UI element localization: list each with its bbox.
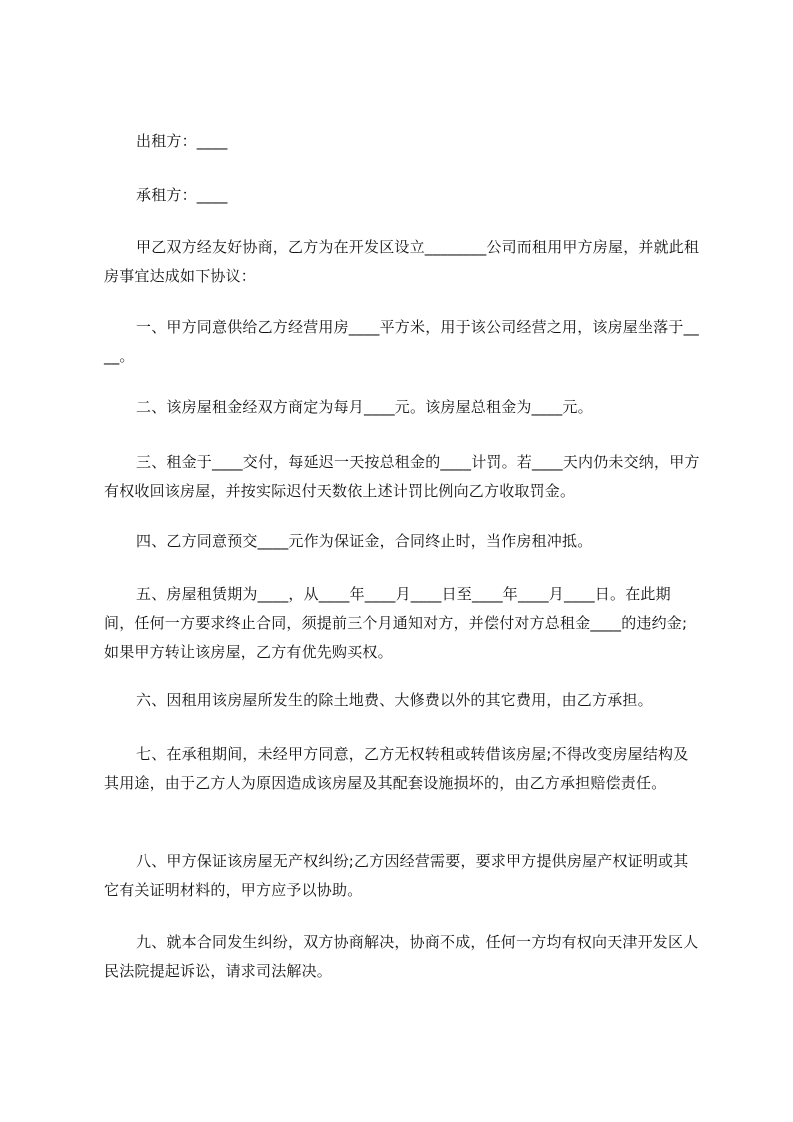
clause-9: 九、就本合同发生纠纷，双方协商解决，协商不成，任何一方均有权向天津开发区人民法院提起诉讼，请求司法解决。 xyxy=(104,933,699,980)
lessor-line: 出租方：____ xyxy=(136,132,228,150)
clause-3: 三、租金于____交付，每延迟一天按总租金的____计罚。若____天内仍未交纳，甲方有权收回该房屋，并按实际迟付天数依上述计罚比例向乙方收取罚金。 xyxy=(104,453,700,500)
clause-8: 八、甲方保证该房屋无产权纠纷;乙方因经营需要，要求甲方提供房屋产权证明或其它有关证明材料的，甲方应予以协助。 xyxy=(104,852,689,899)
clause-1: 一、甲方同意供给乙方经营用房____平方米，用于该公司经营之用，该房屋坐落于____。 xyxy=(104,318,700,365)
lessee-line: 承租方：____ xyxy=(136,186,228,204)
clause-4: 四、乙方同意预交____元作为保证金，合同终止时，当作房租冲抵。 xyxy=(136,532,593,550)
intro-paragraph: 甲乙双方经友好协商，乙方为在开发区设立________公司而租用甲方房屋，并就此租房事宜达成如下协议： xyxy=(104,238,700,285)
clause-6: 六、因租用该房屋所发生的除土地费、大修费以外的其它费用，由乙方承担。 xyxy=(136,691,653,709)
clause-2: 二、该房屋租金经双方商定为每月____元。该房屋总租金为____元。 xyxy=(136,398,593,416)
clause-5: 五、房屋租赁期为____，从____年____月____日至____年____月____日。在此期间，任何一方要求终止合同，须提前三个月通知对方，并偿付对方总租金____的违约金;如果甲方转让该房屋，乙方有优先购买权。 xyxy=(104,585,688,661)
clause-7: 七、在承租期间，未经甲方同意，乙方无权转租或转借该房屋;不得改变房屋结构及其用途，由于乙方人为原因造成该房屋及其配套设施损坏的，由乙方承担赔偿责任。 xyxy=(104,745,689,792)
